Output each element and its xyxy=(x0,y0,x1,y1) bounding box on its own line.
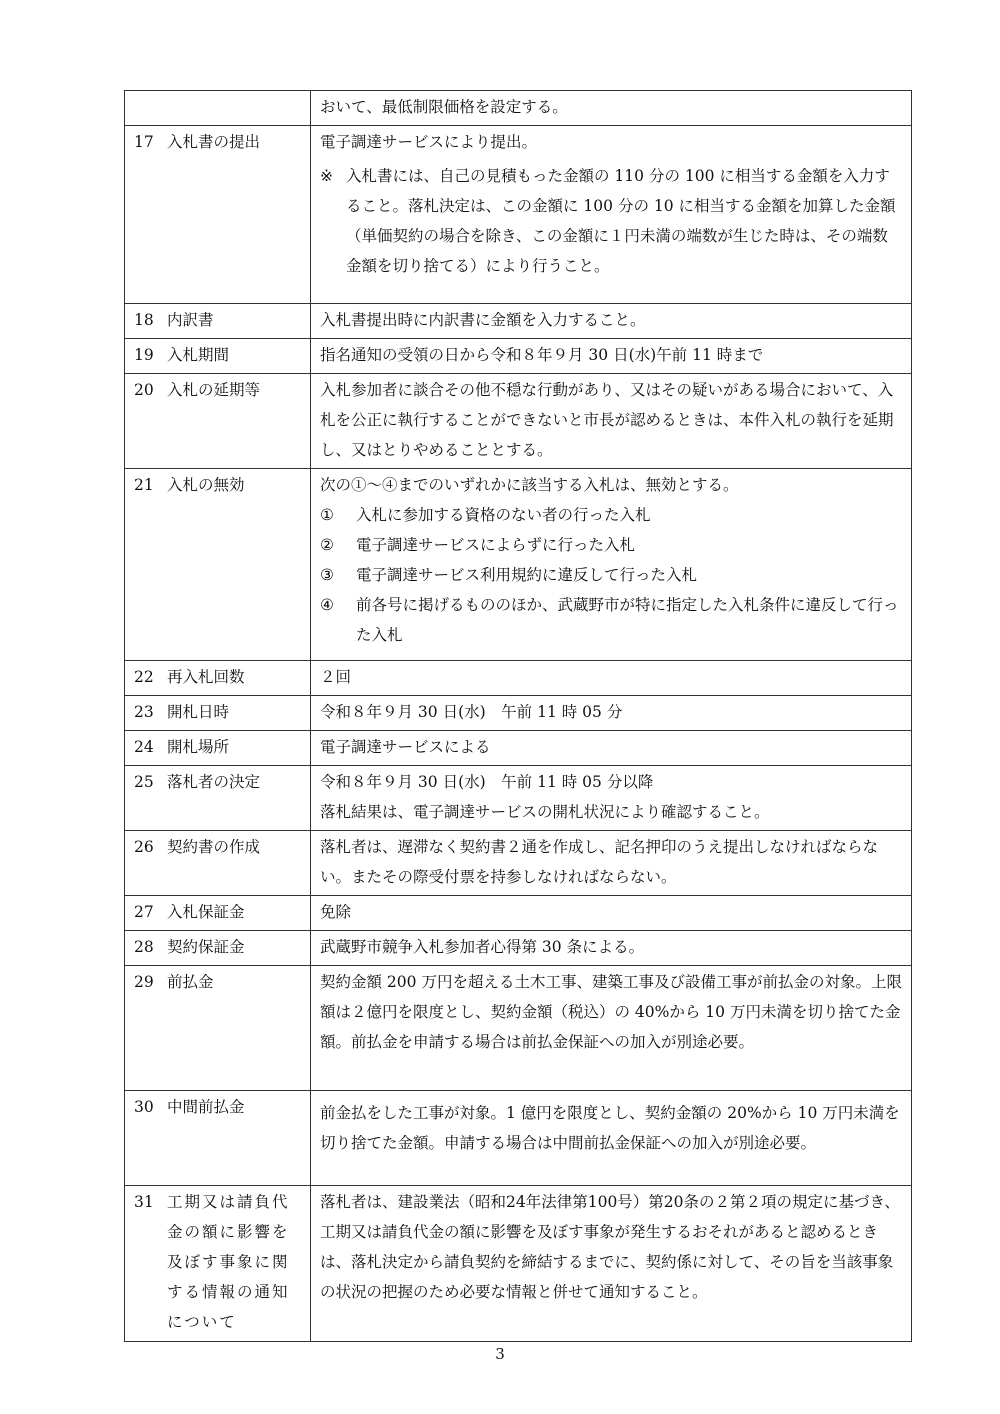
row-number: 21 xyxy=(134,476,154,494)
table-row xyxy=(125,831,912,896)
row-content-cell xyxy=(311,469,912,661)
row-label: 前払金 xyxy=(167,973,214,991)
row-text: 電子調達サービスにより提出。 xyxy=(320,133,538,151)
note-text: 入札書には、自己の見積もった金額の 110 分の 100 に相当する金額を入力すること。落札決定は、この金額に 100 分の 10 に相当する金額を加算した金額（単価契約の場合を除き、この金額に１円未満の端数が生じた時は、その端数金額を切り捨てる）により行うこと。 xyxy=(346,167,896,275)
table-row xyxy=(125,966,912,1091)
row-number: 23 xyxy=(134,703,154,721)
row-text: 入札参加者に談合その他不穏な行動があり、又はその疑いがある場合において、入札を公正に執行することができないと市長が認めるときは、本件入札の執行を延期し、又はとりやめることとする。 xyxy=(320,381,894,459)
item-mark: ④ xyxy=(320,596,334,614)
note xyxy=(320,161,903,281)
row-text: おいて、最低制限価格を設定する。 xyxy=(320,98,568,116)
row-label: 契約保証金 xyxy=(167,938,245,956)
row-label-cell xyxy=(125,896,311,931)
table-row xyxy=(125,126,912,304)
row-content-cell xyxy=(311,696,912,731)
row-text: ２回 xyxy=(320,668,352,686)
row-text: 令和８年９月 30 日(水) 午前 11 時 05 分以降 xyxy=(320,773,654,791)
row-number: 29 xyxy=(134,973,154,991)
row-text: 前金払をした工事が対象。1 億円を限度とし、契約金額の 20%から 10 万円未満を切り捨てた金額。申請する場合は中間前払金保証への加入が別途必要。 xyxy=(320,1104,900,1152)
row-number: 20 xyxy=(134,381,154,399)
row-content-cell xyxy=(311,831,912,896)
row-text: 次の①～④までのいずれかに該当する入札は、無効とする。 xyxy=(320,476,739,494)
table-row xyxy=(125,896,912,931)
row-number: 19 xyxy=(134,346,154,364)
conditions-table xyxy=(124,90,912,1342)
row-text: 落札結果は、電子調達サービスの開札状況により確認すること。 xyxy=(320,803,770,821)
row-text: 契約金額 200 万円を超える土木工事、建築工事及び設備工事が前払金の対象。上限額は２億円を限度とし、契約金額（税込）の 40%から 10 万円未満を切り捨てた金額。前払金を申請する場合は前払金保証への加入が別途必要。 xyxy=(320,973,902,1051)
row-label-cell xyxy=(125,126,311,304)
row-text: 令和８年９月 30 日(水) 午前 11 時 05 分 xyxy=(320,703,623,721)
table-row xyxy=(125,661,912,696)
item-mark: ③ xyxy=(320,566,334,584)
table-row xyxy=(125,339,912,374)
row-text: 落札者は、遅滞なく契約書２通を作成し、記名押印のうえ提出しなければならない。またその際受付票を持参しなければならない。 xyxy=(320,838,879,886)
row-label-wrap xyxy=(134,1187,304,1337)
row-label-cell xyxy=(125,304,311,339)
row-label: 中間前払金 xyxy=(167,1098,245,1116)
item-text: 入札に参加する資格のない者の行った入札 xyxy=(356,506,651,524)
row-label-cell xyxy=(125,374,311,469)
row-label-cell xyxy=(125,661,311,696)
row-label-cell xyxy=(125,931,311,966)
row-number: 30 xyxy=(134,1098,154,1116)
item-mark: ② xyxy=(320,536,334,554)
list-item xyxy=(320,530,903,560)
row-text: 入札書提出時に内訳書に金額を入力すること。 xyxy=(320,311,646,329)
row-label-cell xyxy=(125,91,311,126)
table-row xyxy=(125,696,912,731)
row-number: 26 xyxy=(134,838,154,856)
row-label-cell xyxy=(125,766,311,831)
table-row xyxy=(125,304,912,339)
table-row xyxy=(125,731,912,766)
row-label-cell xyxy=(125,1186,311,1342)
row-text: 落札者は、建設業法（昭和24年法律第100号）第20条の２第２項の規定に基づき、工期又は請負代金の額に影響を及ぼす事象が発生するおそれがあると認めるときは、落札決定から請負契約を締結するまでに、契約係に対して、その旨を当該事象の状況の把握のため必要な情報と併せて通知すること。 xyxy=(320,1193,900,1301)
row-content-cell xyxy=(311,1186,912,1342)
row-label-cell xyxy=(125,469,311,661)
table-row xyxy=(125,1091,912,1186)
page-number: 3 xyxy=(495,1345,505,1363)
table-row xyxy=(125,931,912,966)
row-label-cell xyxy=(125,731,311,766)
row-content-cell xyxy=(311,1091,912,1186)
list-item xyxy=(320,590,903,650)
row-content-cell xyxy=(311,304,912,339)
row-label: 再入札回数 xyxy=(167,668,245,686)
row-content-cell xyxy=(311,966,912,1091)
row-label: 契約書の作成 xyxy=(167,838,261,856)
row-number: 27 xyxy=(134,903,154,921)
row-number: 31 xyxy=(134,1193,154,1211)
table-row xyxy=(125,1186,912,1342)
row-number: 17 xyxy=(134,133,154,151)
row-number: 25 xyxy=(134,773,154,791)
row-content-cell xyxy=(311,339,912,374)
row-text: 電子調達サービスによる xyxy=(320,738,491,756)
list-item xyxy=(320,560,903,590)
row-label: 工期又は請負代金の額に影響を及ぼす事象に関する情報の通知について xyxy=(167,1193,290,1331)
row-label: 開札日時 xyxy=(167,703,230,721)
row-text: 武蔵野市競争入札参加者心得第 30 条による。 xyxy=(320,938,645,956)
row-label: 落札者の決定 xyxy=(167,773,261,791)
row-label: 入札期間 xyxy=(167,346,230,364)
row-content-cell xyxy=(311,91,912,126)
row-label-cell xyxy=(125,966,311,1091)
table-row xyxy=(125,469,912,661)
row-content-cell xyxy=(311,931,912,966)
list-item xyxy=(320,500,903,530)
row-label-cell xyxy=(125,339,311,374)
row-text: 指名通知の受領の日から令和８年９月 30 日(水)午前 11 時まで xyxy=(320,346,764,364)
row-content-cell xyxy=(311,731,912,766)
note-mark: ※ xyxy=(320,167,333,185)
row-content-cell xyxy=(311,896,912,931)
row-content-cell xyxy=(311,661,912,696)
row-label-cell xyxy=(125,696,311,731)
row-content-cell xyxy=(311,374,912,469)
table-row xyxy=(125,91,912,126)
row-text: 免除 xyxy=(320,903,352,921)
row-number: 22 xyxy=(134,668,154,686)
row-label-cell xyxy=(125,831,311,896)
row-label: 入札の無効 xyxy=(167,476,245,494)
row-label: 入札書の提出 xyxy=(167,133,261,151)
row-number: 18 xyxy=(134,311,154,329)
row-content-cell xyxy=(311,766,912,831)
table-row xyxy=(125,766,912,831)
item-text: 電子調達サービス利用規約に違反して行った入札 xyxy=(356,566,698,584)
row-label: 入札保証金 xyxy=(167,903,245,921)
item-text: 前各号に掲げるもののほか、武蔵野市が特に指定した入札条件に違反して行った入札 xyxy=(356,596,899,644)
item-text: 電子調達サービスによらずに行った入札 xyxy=(356,536,636,554)
row-label: 内訳書 xyxy=(167,311,214,329)
row-content-cell xyxy=(311,126,912,304)
table-row xyxy=(125,374,912,469)
row-label: 入札の延期等 xyxy=(167,381,261,399)
row-label: 開札場所 xyxy=(167,738,230,756)
row-number: 28 xyxy=(134,938,154,956)
row-number: 24 xyxy=(134,738,154,756)
row-label-cell xyxy=(125,1091,311,1186)
item-mark: ① xyxy=(320,506,334,524)
